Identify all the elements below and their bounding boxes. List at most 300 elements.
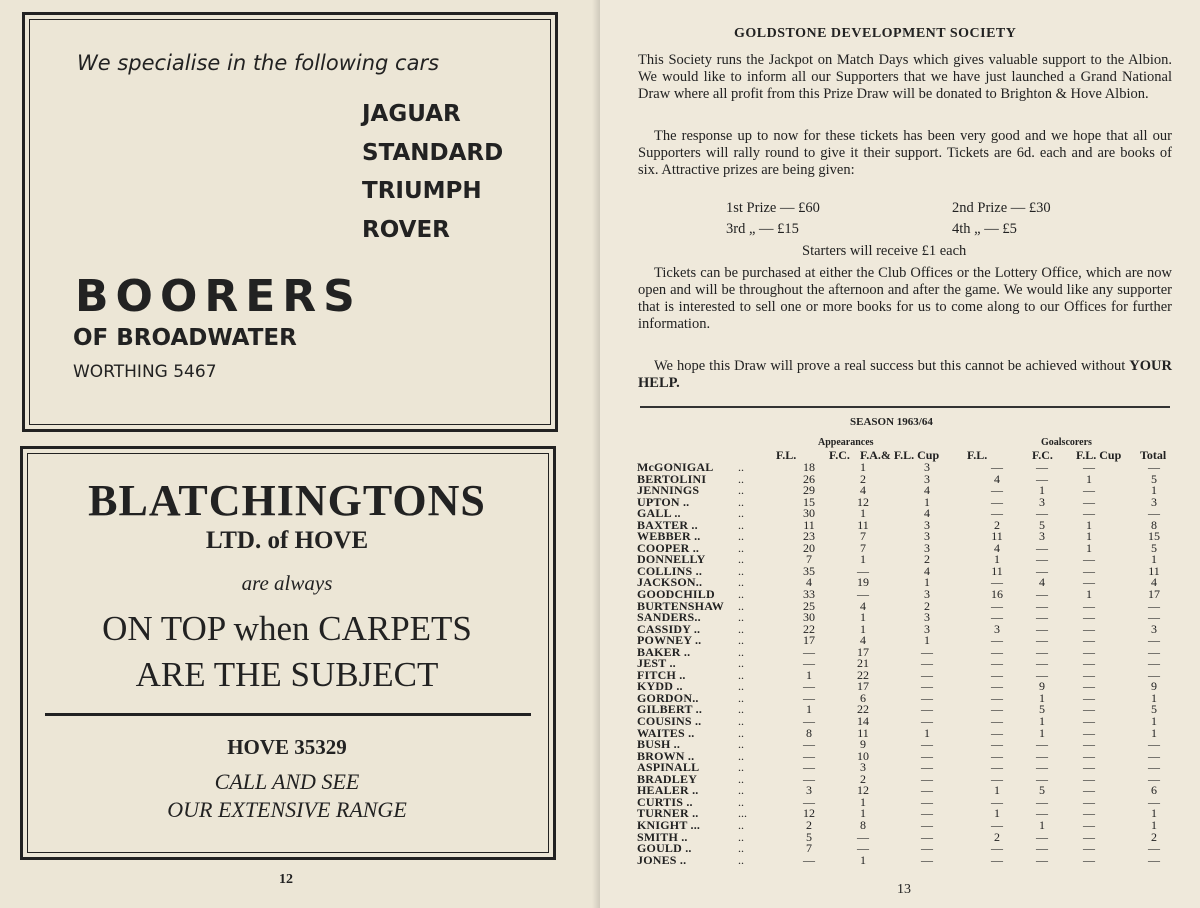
table-cell: 15 [803, 494, 815, 509]
prize-first: 1st Prize — £60 [726, 200, 820, 216]
leader-dots: .. [738, 483, 744, 498]
table-row [637, 471, 1177, 486]
player-name: UPTON .. [637, 494, 690, 509]
table-row [637, 462, 1177, 474]
player-name: McGONIGAL [637, 460, 714, 474]
table-cell: — [1083, 829, 1095, 844]
table-cell: — [857, 563, 869, 578]
table-cell: 2 [994, 517, 1000, 532]
season-title: SEASON 1963/64 [850, 416, 933, 428]
table-cell: — [1083, 667, 1095, 682]
table-cell: 17 [857, 644, 869, 659]
prize-second: 2nd Prize — £30 [952, 200, 1051, 216]
column-header: Total [1140, 448, 1167, 462]
table-cell: — [991, 725, 1003, 740]
table-cell: — [991, 794, 1003, 809]
table-cell: — [991, 575, 1003, 590]
table-cell: — [857, 587, 869, 602]
table-cell: 7 [806, 841, 812, 856]
table-cell: 3 [1151, 494, 1157, 509]
table-cell: 7 [806, 552, 812, 567]
table-cell: — [1083, 621, 1095, 636]
table-cell: 1 [806, 702, 812, 717]
page-number: 12 [279, 872, 293, 887]
table-row [637, 577, 1177, 589]
table-cell: 9 [860, 737, 866, 752]
table-cell: 4 [860, 633, 866, 648]
table-row [637, 644, 1177, 659]
column-header: F.L. [776, 448, 797, 462]
table-cell: — [1036, 621, 1048, 636]
table-cell: 7 [860, 540, 866, 555]
prize-third: 3rd „ — £15 [726, 221, 799, 237]
table-cell: 2 [860, 771, 866, 786]
blatchingtons-ltd: LTD. of HOVE [205, 527, 369, 554]
player-name: WAITES .. [637, 725, 695, 740]
table-cell: 1 [1086, 517, 1092, 532]
table-cell: 1 [1151, 552, 1157, 567]
table-row [637, 612, 1177, 624]
table-row [637, 485, 1177, 497]
table-cell: — [991, 667, 1003, 682]
table-cell: — [803, 852, 815, 867]
table-cell: 1 [806, 667, 812, 682]
table-cell: 5 [1039, 517, 1045, 532]
table-cell: 1 [924, 575, 930, 590]
table-cell: 1 [860, 552, 866, 567]
table-cell: 30 [803, 610, 815, 625]
leader-dots: .. [738, 540, 744, 555]
player-name: HEALER .. [637, 783, 699, 798]
table-row [637, 508, 1177, 520]
player-name: FITCH .. [637, 667, 686, 682]
table-cell: — [1083, 852, 1095, 867]
table-row [637, 748, 1177, 763]
table-cell: — [1148, 644, 1160, 659]
table-cell: 4 [860, 483, 866, 498]
player-name: ASPINALL [637, 760, 700, 775]
car-make: JAGUAR [362, 101, 461, 127]
table-cell: — [991, 506, 1003, 521]
table-cell: — [1083, 656, 1095, 671]
table-row [637, 621, 1177, 636]
blatchingtons-name: BLATCHINGTONS [88, 476, 486, 525]
your-help-emphasis: YOUR HELP. [638, 358, 1172, 391]
table-cell: 3 [924, 517, 930, 532]
table-cell: 33 [803, 587, 815, 602]
table-cell: — [803, 760, 815, 775]
table-cell: — [803, 656, 815, 671]
table-cell: — [1083, 794, 1095, 809]
table-cell: 1 [860, 806, 866, 821]
table-cell: 1 [1086, 529, 1092, 544]
leader-dots: .. [738, 702, 744, 717]
player-name: GOODCHILD [637, 587, 715, 602]
leader-dots: .. [738, 760, 744, 775]
table-cell: 11 [1148, 563, 1160, 578]
column-header: F.C. [829, 448, 850, 462]
table-cell: 1 [1151, 483, 1157, 498]
table-cell: 1 [860, 621, 866, 636]
table-cell: — [1148, 841, 1160, 856]
table-cell: 3 [924, 529, 930, 544]
table-cell: — [991, 702, 1003, 717]
table-cell: — [1036, 610, 1048, 625]
table-row [637, 704, 1177, 716]
leader-dots: .. [738, 667, 744, 682]
table-row [637, 681, 1177, 693]
player-name: COOPER .. [637, 540, 700, 555]
table-cell: 29 [803, 483, 815, 498]
leader-dots: .. [738, 633, 744, 648]
table-cell: — [803, 690, 815, 705]
table-cell: — [1083, 760, 1095, 775]
table-cell: 5 [1039, 702, 1045, 717]
society-title: GOLDSTONE DEVELOPMENT SOCIETY [734, 26, 1017, 41]
table-cell: — [1036, 667, 1048, 682]
player-name: JACKSON.. [637, 575, 703, 590]
leader-dots: .. [738, 817, 744, 832]
column-header: F.C. [1032, 448, 1053, 462]
leader-dots: .. [738, 610, 744, 625]
table-cell: — [991, 852, 1003, 867]
table-cell: 26 [803, 471, 815, 486]
table-cell: — [1148, 667, 1160, 682]
blatchingtons-call-line2: OUR EXTENSIVE RANGE [167, 797, 407, 822]
table-cell: 4 [924, 563, 930, 578]
player-name: KYDD .. [637, 679, 683, 694]
player-name: DONNELLY [637, 552, 706, 567]
table-row [637, 794, 1177, 809]
table-cell: 22 [857, 702, 869, 717]
table-cell: 2 [1151, 829, 1157, 844]
table-cell: — [1083, 494, 1095, 509]
table-cell: 1 [1039, 714, 1045, 729]
table-cell: — [1083, 748, 1095, 763]
table-cell: 2 [860, 471, 866, 486]
table-cell: — [921, 806, 933, 821]
table-cell: — [803, 748, 815, 763]
leader-dots: .. [738, 598, 744, 613]
table-cell: 17 [803, 633, 815, 648]
table-cell: — [921, 852, 933, 867]
divider [640, 406, 1170, 408]
table-cell: — [921, 667, 933, 682]
table-cell: — [1083, 644, 1095, 659]
table-cell: — [1148, 748, 1160, 763]
table-row [637, 554, 1177, 566]
table-cell: 11 [857, 725, 869, 740]
player-name: BURTENSHAW [637, 598, 724, 613]
table-cell: — [1036, 737, 1048, 752]
leader-dots: .. [738, 852, 744, 867]
table-cell: 3 [994, 621, 1000, 636]
table-cell: 1 [994, 806, 1000, 821]
table-cell: 8 [806, 725, 812, 740]
player-name: COUSINS .. [637, 714, 702, 729]
table-cell: — [991, 494, 1003, 509]
table-cell: — [1083, 460, 1095, 474]
table-cell: — [1036, 540, 1048, 555]
table-cell: — [921, 794, 933, 809]
table-cell: — [991, 748, 1003, 763]
table-cell: — [1083, 483, 1095, 498]
player-name: BERTOLINI [637, 471, 707, 486]
table-cell: — [803, 714, 815, 729]
player-name: GOULD .. [637, 841, 692, 856]
player-name: BAXTER .. [637, 517, 698, 532]
table-cell: — [921, 690, 933, 705]
table-cell: 17 [857, 679, 869, 694]
table-cell: 4 [994, 540, 1000, 555]
table-cell: 1 [924, 725, 930, 740]
table-cell: — [803, 679, 815, 694]
table-cell: 1 [860, 506, 866, 521]
table-cell: 8 [1151, 517, 1157, 532]
table-cell: — [991, 737, 1003, 752]
leader-dots: .. [738, 725, 744, 740]
table-cell: — [1083, 771, 1095, 786]
player-name: COLLINS .. [637, 563, 703, 578]
table-cell: 11 [857, 517, 869, 532]
table-cell: 1 [1151, 690, 1157, 705]
table-cell: 4 [924, 506, 930, 521]
table-cell: — [1148, 610, 1160, 625]
table-cell: — [1148, 737, 1160, 752]
table-cell: 6 [1151, 783, 1157, 798]
table-cell: — [1036, 587, 1048, 602]
table-cell: — [921, 644, 933, 659]
table-cell: 1 [994, 552, 1000, 567]
player-name: WEBBER .. [637, 529, 701, 544]
boorers-subtitle: OF BROADWATER [73, 325, 297, 351]
car-make: STANDARD [362, 139, 504, 166]
column-header: F.A.& F.L. Cup [860, 448, 940, 462]
table-cell: — [1036, 760, 1048, 775]
table-cell: 3 [1039, 494, 1045, 509]
player-name: SMITH .. [637, 829, 688, 844]
goalscorers-header: Goalscorers [1041, 437, 1092, 448]
table-cell: 1 [1039, 725, 1045, 740]
table-cell: — [1083, 552, 1095, 567]
table-cell: 19 [857, 575, 869, 590]
table-row [637, 739, 1177, 751]
table-cell: — [991, 679, 1003, 694]
leader-dots: .. [738, 841, 744, 856]
boorers-brand: BOORERS [75, 271, 362, 322]
player-name: CASSIDY .. [637, 621, 701, 636]
table-cell: — [1148, 794, 1160, 809]
table-row [637, 690, 1177, 705]
table-cell: — [991, 714, 1003, 729]
table-cell: — [991, 817, 1003, 832]
table-cell: — [991, 644, 1003, 659]
table-cell: 17 [1148, 587, 1160, 602]
table-cell: 3 [1151, 621, 1157, 636]
table-cell: 3 [924, 460, 930, 474]
table-cell: — [1036, 460, 1048, 474]
table-cell: — [1083, 737, 1095, 752]
table-cell: 1 [924, 494, 930, 509]
car-makes-list [362, 95, 503, 249]
blatchingtons-slogan-line1: ON TOP when CARPETS [102, 609, 472, 648]
table-cell: — [857, 841, 869, 856]
table-cell: — [921, 771, 933, 786]
table-cell: 1 [994, 783, 1000, 798]
table-cell: 11 [991, 563, 1003, 578]
player-name: GILBERT .. [637, 702, 703, 717]
right-page [600, 0, 1200, 908]
table-cell: — [1036, 633, 1048, 648]
table-cell: — [1083, 575, 1095, 590]
table-cell: — [857, 829, 869, 844]
column-header: F.L. Cup [1076, 448, 1122, 462]
player-name: JENNINGS [637, 483, 700, 498]
table-cell: 3 [924, 610, 930, 625]
table-row [637, 771, 1177, 786]
table-cell: 2 [994, 829, 1000, 844]
table-cell: — [1083, 690, 1095, 705]
table-cell: — [1148, 656, 1160, 671]
table-row [637, 843, 1177, 855]
leader-dots: .. [738, 783, 744, 798]
table-cell: 22 [857, 667, 869, 682]
table-row [637, 658, 1177, 670]
table-cell: — [921, 656, 933, 671]
boorers-phone: WORTHING 5467 [73, 362, 217, 382]
leader-dots: .. [738, 460, 744, 474]
table-cell: — [921, 841, 933, 856]
table-row [637, 725, 1177, 740]
table-cell: — [991, 483, 1003, 498]
table-cell: 1 [860, 610, 866, 625]
table-row [637, 635, 1177, 647]
table-cell: 11 [803, 517, 815, 532]
table-row [637, 540, 1177, 555]
table-cell: — [1036, 506, 1048, 521]
table-cell: — [1036, 841, 1048, 856]
boorers-advert [22, 12, 558, 432]
table-cell: — [803, 737, 815, 752]
leader-dots: .. [738, 517, 744, 532]
table-cell: 1 [1151, 725, 1157, 740]
leader-dots: .. [738, 506, 744, 521]
table-cell: 1 [860, 852, 866, 867]
table-cell: 3 [860, 760, 866, 775]
table-cell: — [921, 817, 933, 832]
table-cell: 30 [803, 506, 815, 521]
table-cell: — [1036, 656, 1048, 671]
blatchingtons-advert [20, 446, 556, 860]
table-cell: 9 [1039, 679, 1045, 694]
table-cell: — [1083, 806, 1095, 821]
table-cell: 8 [860, 817, 866, 832]
table-cell: 21 [857, 656, 869, 671]
leader-dots: .. [738, 829, 744, 844]
leader-dots: .. [738, 494, 744, 509]
leader-dots: .. [738, 644, 744, 659]
player-name: KNIGHT ... [637, 817, 701, 832]
table-cell: 1 [1039, 817, 1045, 832]
table-cell: 2 [924, 598, 930, 613]
player-name: BAKER .. [637, 644, 691, 659]
table-cell: — [1083, 841, 1095, 856]
paragraph-intro: This Society runs the Jackpot on Match Days which gives valuable support to the Albion. We would like to inform all our Supporters that we have just launched a Grand National Draw where all profit from this Prize Draw will be donated to Brighton & Hove Albion. [638, 52, 1172, 102]
leader-dots: .. [738, 679, 744, 694]
player-name: CURTIS .. [637, 794, 693, 809]
table-cell: — [1148, 598, 1160, 613]
table-cell: 23 [803, 529, 815, 544]
player-name: GALL .. [637, 506, 681, 521]
table-cell: — [1083, 714, 1095, 729]
paragraph-closing: We hope this Draw will prove a real success but this cannot be achieved without YOUR HELP. [638, 358, 1172, 391]
table-cell: 3 [924, 540, 930, 555]
table-row [637, 494, 1177, 509]
table-cell: — [1083, 506, 1095, 521]
table-row [637, 852, 1177, 867]
table-cell: 1 [1151, 817, 1157, 832]
table-cell: — [1083, 783, 1095, 798]
table-cell: — [803, 644, 815, 659]
table-cell: 5 [1151, 540, 1157, 555]
leader-dots: .. [738, 529, 744, 544]
table-cell: — [1083, 725, 1095, 740]
leader-dots: .. [738, 563, 744, 578]
table-cell: — [991, 656, 1003, 671]
table-cell: — [991, 760, 1003, 775]
table-cell: 2 [806, 817, 812, 832]
table-cell: — [991, 841, 1003, 856]
table-cell: — [1148, 633, 1160, 648]
table-cell: — [991, 610, 1003, 625]
table-cell: — [921, 679, 933, 694]
table-cell: — [991, 460, 1003, 474]
table-cell: — [803, 771, 815, 786]
appearances-header: Appearances [818, 437, 874, 448]
table-cell: — [991, 633, 1003, 648]
table-cell: — [1083, 598, 1095, 613]
table-cell: 1 [924, 633, 930, 648]
table-cell: 1 [1039, 483, 1045, 498]
table-cell: 2 [924, 552, 930, 567]
table-cell: 3 [924, 587, 930, 602]
table-cell: — [1148, 771, 1160, 786]
table-cell: 16 [991, 587, 1003, 602]
table-row [637, 785, 1177, 797]
table-cell: — [1036, 598, 1048, 613]
paragraph-tickets: Tickets can be purchased at either the Club Offices or the Lottery Office, which are now open and will be throughout the afternoon and after the game. We would like any supporter that is interested to sell one or more books for us to come along to our Offices for further information. [638, 265, 1172, 332]
table-cell: — [1083, 679, 1095, 694]
table-row [637, 817, 1177, 832]
table-cell: — [1148, 506, 1160, 521]
table-cell: 1 [1086, 540, 1092, 555]
table-cell: 20 [803, 540, 815, 555]
table-cell: — [921, 829, 933, 844]
table-cell: 5 [1151, 471, 1157, 486]
page-number: 13 [897, 882, 911, 897]
table-cell: 1 [1039, 690, 1045, 705]
table-cell: — [1036, 806, 1048, 821]
table-cell: — [991, 771, 1003, 786]
table-cell: — [1036, 771, 1048, 786]
table-cell: — [921, 748, 933, 763]
leader-dots: .. [738, 714, 744, 729]
player-name: BRADLEY [637, 771, 698, 786]
table-cell: 35 [803, 563, 815, 578]
table-cell: 3 [806, 783, 812, 798]
prize-fourth: 4th „ — £5 [952, 221, 1017, 237]
table-cell: — [1083, 610, 1095, 625]
